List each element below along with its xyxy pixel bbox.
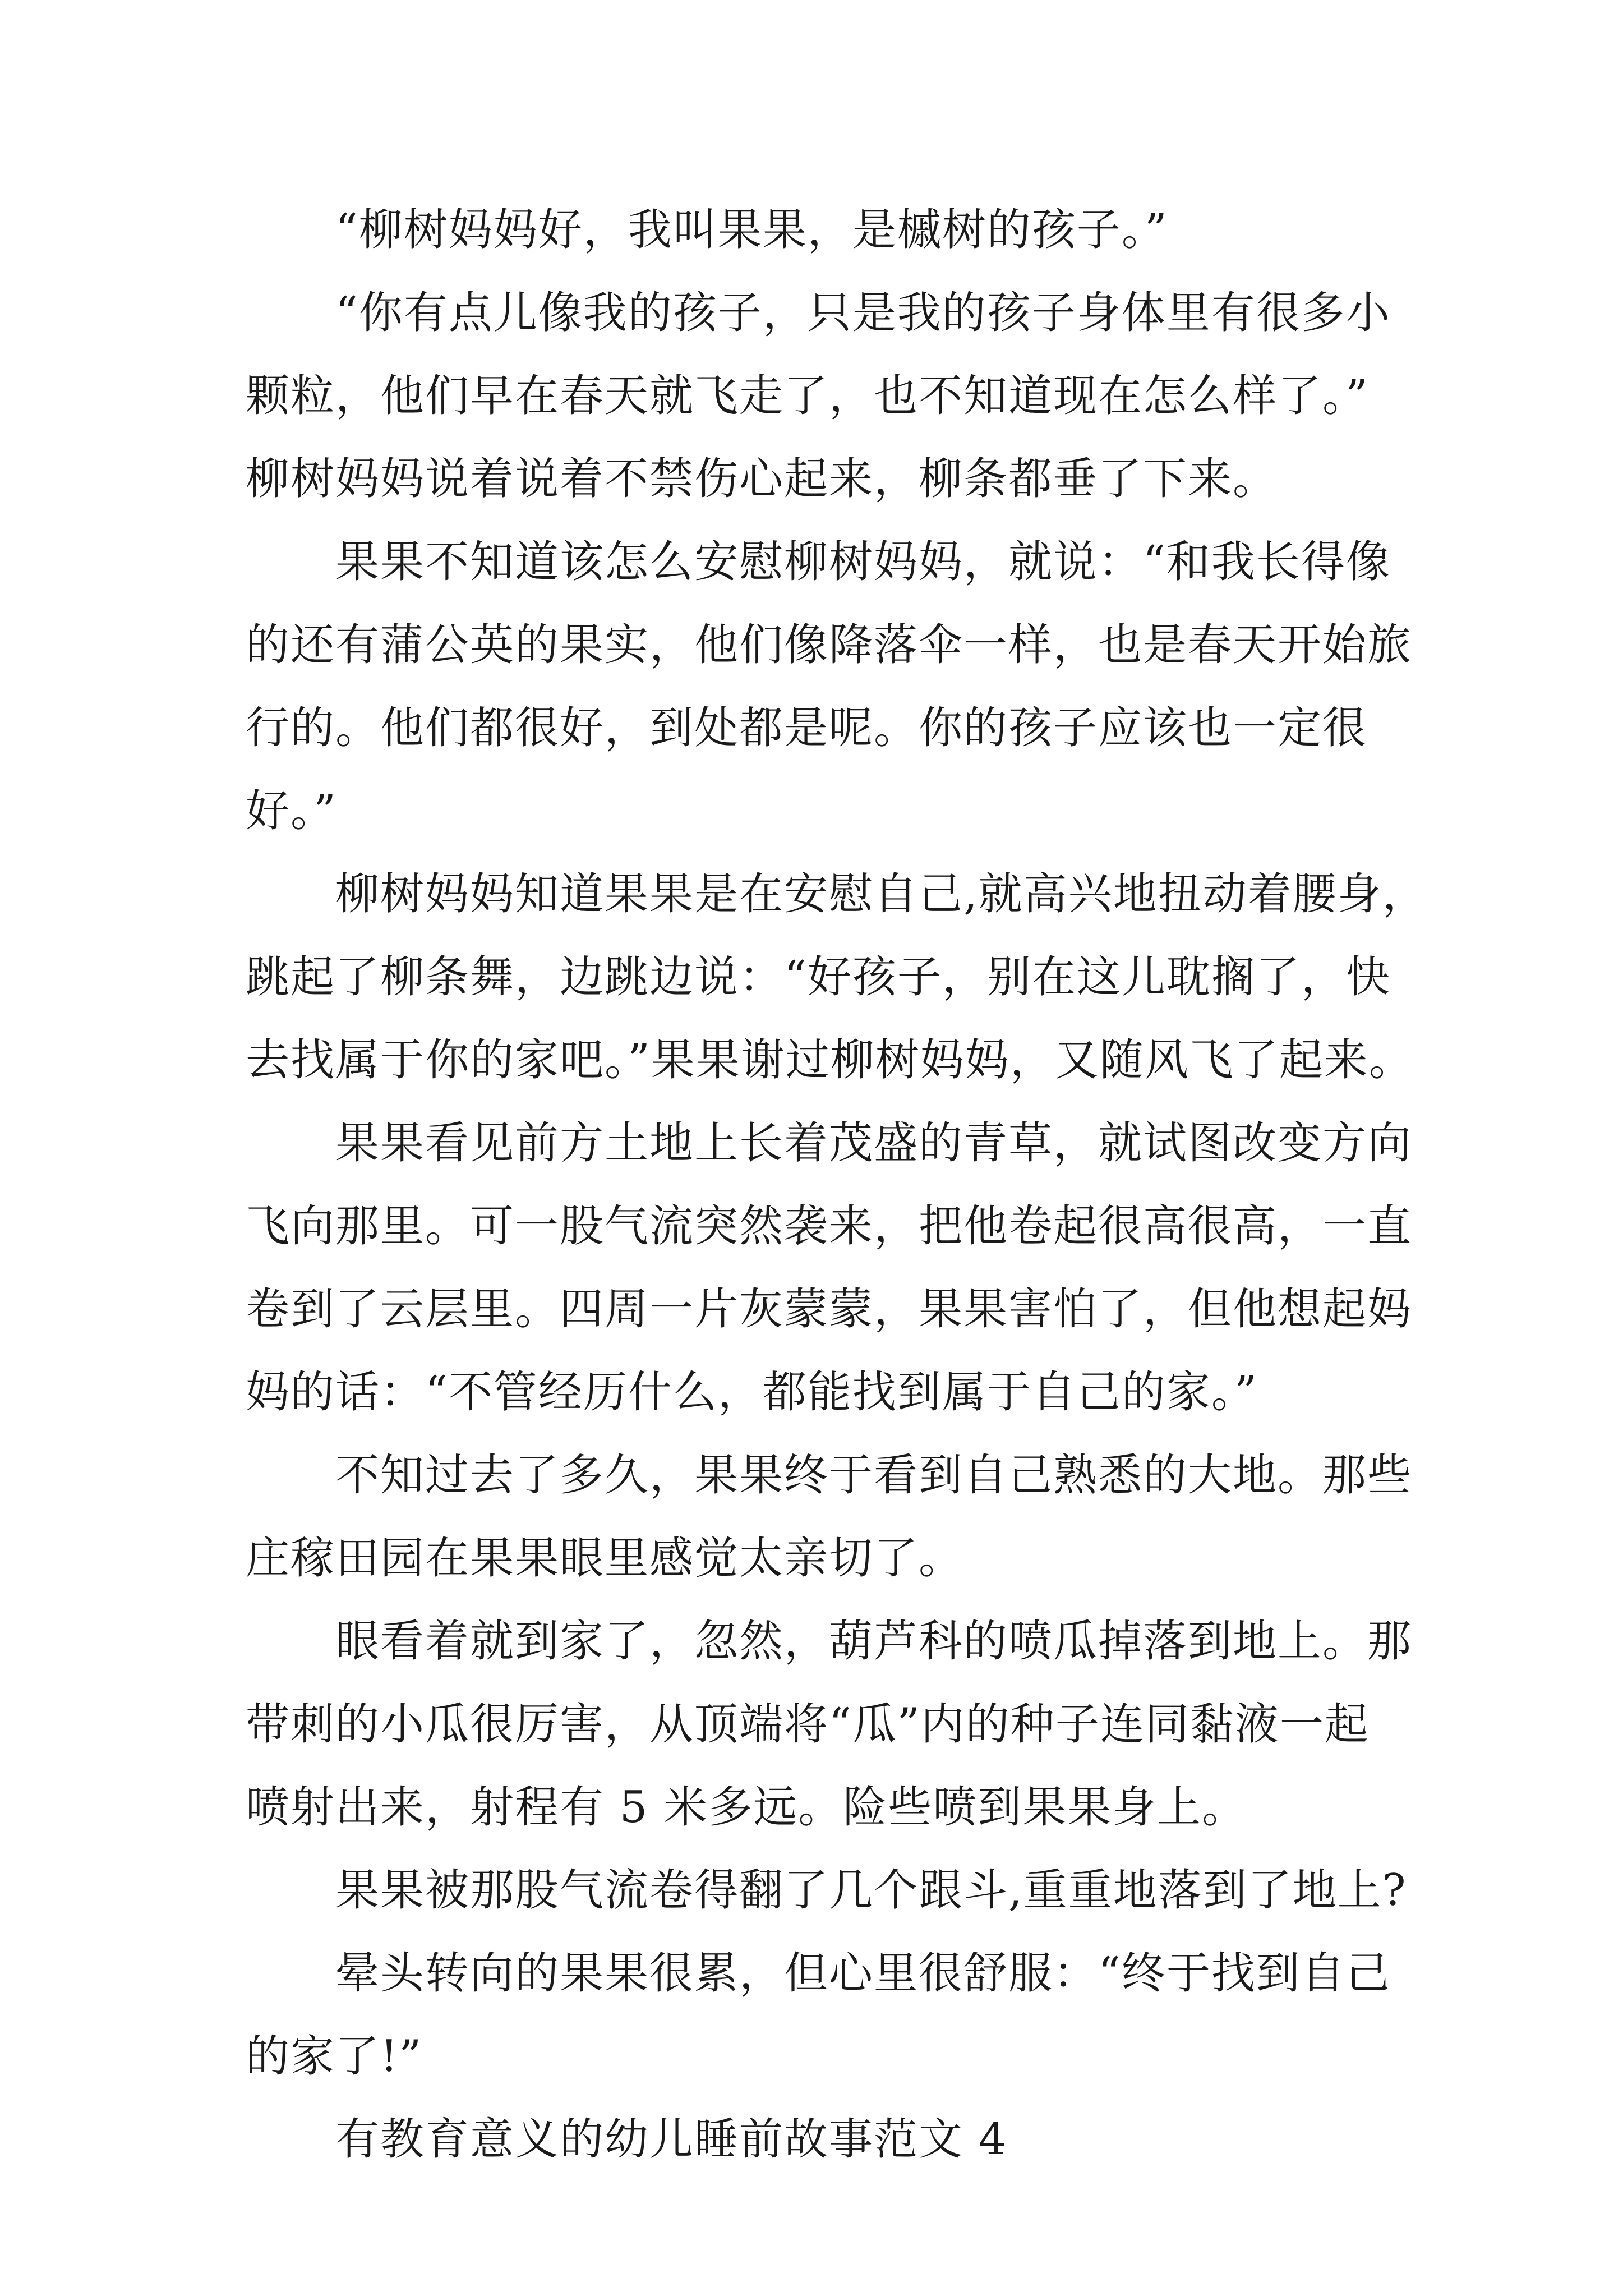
text-line: 带刺的小瓜很厉害，从顶端将“瓜”内的种子连同黏液一起 xyxy=(246,1699,1370,1750)
text-line: 果果被那股气流卷得翻了几个跟斗,重重地落到了地上? xyxy=(335,1865,1407,1916)
text-line: 好。” xyxy=(246,786,337,836)
text-line: 妈的话：“不管经历什么，都能找到属于自己的家。” xyxy=(246,1367,1258,1418)
text-line: 飞向那里。可一股气流突然袭来，把他卷起很高很高，一直 xyxy=(246,1201,1413,1251)
text-line: “你有点儿像我的孩子，只是我的孩子身体里有很多小 xyxy=(335,288,1391,338)
text-line: 庄稼田园在果果眼里感觉太亲切了。 xyxy=(246,1533,964,1584)
text-line: 柳树妈妈说着说着不禁伤心起来，柳条都垂了下来。 xyxy=(246,454,1278,504)
text-line: 跳起了柳条舞，边跳边说：“好孩子，别在这儿耽搁了，快 xyxy=(246,952,1391,1002)
section-heading: 有教育意义的幼儿睡前故事范文 4 xyxy=(335,2114,1008,2165)
text-line: 喷射出来，射程有 5 米多远。险些喷到果果身上。 xyxy=(246,1782,1247,1833)
text-line: 卷到了云层里。四周一片灰蒙蒙，果果害怕了，但他想起妈 xyxy=(246,1284,1413,1335)
text-line: 晕头转向的果果很累，但心里很舒服：“终于找到自己 xyxy=(335,1948,1391,1999)
text-line: 的还有蒲公英的果实，他们像降落伞一样，也是春天开始旅 xyxy=(246,620,1413,670)
text-line: 柳树妈妈知道果果是在安慰自己,就高兴地扭动着腰身， xyxy=(335,869,1427,919)
text-line: 的家了!” xyxy=(246,2031,423,2082)
text-line: 行的。他们都很好，到处都是呢。你的孩子应该也一定很 xyxy=(246,703,1368,753)
text-line: 眼看着就到家了，忽然，葫芦科的喷瓜掉落到地上。那 xyxy=(335,1616,1413,1667)
text-line: 不知过去了多久，果果终于看到自己熟悉的大地。那些 xyxy=(335,1450,1413,1501)
text-line: 果果不知道该怎么安慰柳树妈妈，就说：“和我长得像 xyxy=(335,537,1391,587)
text-line: 果果看见前方土地上长着茂盛的青草，就试图改变方向 xyxy=(335,1118,1413,1168)
text-line: 颗粒，他们早在春天就飞走了，也不知道现在怎么样了。” xyxy=(246,371,1369,421)
text-line: “柳树妈妈好，我叫果果，是槭树的孩子。” xyxy=(335,205,1168,255)
text-line: 去找属于你的家吧。”果果谢过柳树妈妈，又随风飞了起来。 xyxy=(246,1035,1414,1085)
